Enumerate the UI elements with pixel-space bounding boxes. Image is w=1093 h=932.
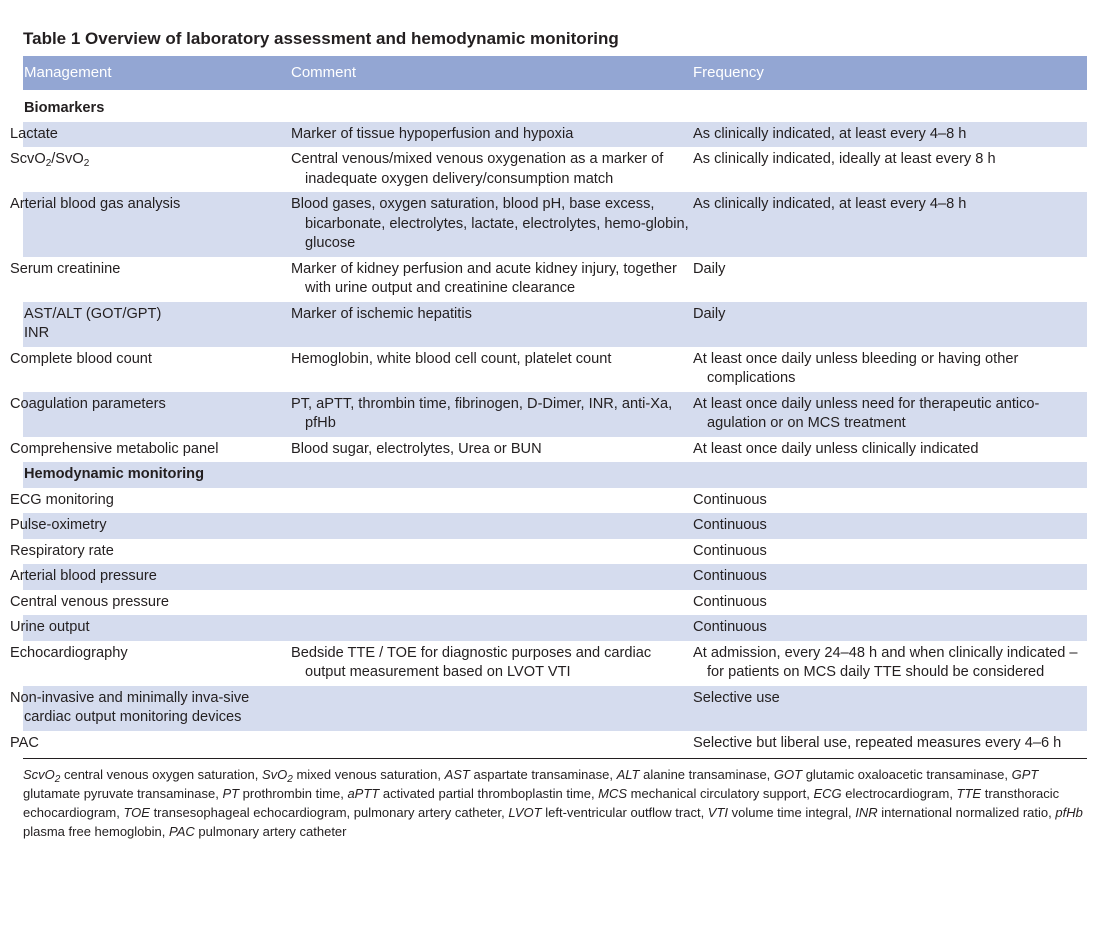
abbr [261, 767, 293, 785]
abbr: AST [444, 767, 470, 782]
header-comment: Comment [291, 56, 693, 90]
abbr-def: glutamate pyruvate transaminase, [23, 786, 223, 801]
table-row [23, 564, 1087, 590]
text-part: SvO [261, 767, 288, 782]
cell-management: Central venous pressure [10, 593, 169, 610]
cell-comment [291, 731, 693, 757]
cell-management: Serum creatinine [10, 260, 121, 277]
cell-line: INR [24, 325, 50, 341]
abbr: PAC [168, 824, 195, 839]
table-row [23, 488, 1087, 514]
cell-comment [291, 488, 693, 514]
cell-comment: Marker of tissue hypoperfusion and hypoxia [291, 122, 693, 148]
abbr-def: plasma free hemoglobin, [23, 824, 169, 839]
cell-management: Comprehensive metabolic panel [10, 440, 219, 457]
cell-management: PAC [10, 734, 39, 751]
abbr: INR [855, 805, 878, 820]
subscript: 2 [83, 158, 90, 169]
table-row [23, 347, 1087, 392]
abbr: GPT [1011, 767, 1039, 782]
abbr: ECG [813, 786, 842, 801]
cell-frequency: Daily [693, 260, 726, 277]
abbr: TTE [956, 786, 982, 801]
table-row [23, 686, 1087, 731]
cell-frequency: Continuous [693, 542, 767, 559]
cell-frequency: Continuous [693, 564, 1087, 590]
abbr-def: volume time integral, [728, 805, 856, 820]
table-row [23, 302, 1087, 347]
cell-line: AST/ALT (GOT/GPT) [24, 305, 162, 322]
subscript: 2 [45, 158, 52, 169]
abbr-def: electrocardiogram, [841, 786, 957, 801]
cell-frequency: Continuous [693, 491, 767, 508]
cell-comment [291, 513, 693, 539]
data-table [10, 56, 1087, 756]
abbr-def: transthoracic echocardiogram, [23, 786, 1060, 820]
cell-frequency: Daily [693, 302, 1087, 347]
cell-frequency: Selective use [693, 686, 1087, 731]
table-row [23, 192, 1087, 257]
abbr-def: pulmonary artery catheter [194, 824, 347, 839]
header-frequency: Frequency [693, 56, 1087, 90]
table-title: Table 1 Overview of laboratory assessment and hemodynamic monitoring [23, 29, 619, 48]
table-figure [10, 26, 1087, 841]
header-row [23, 56, 1087, 90]
cell-management: Non-invasive and minimally inva-sive cardiac output monitoring devices [23, 686, 291, 731]
cell-management: Urine output [23, 615, 291, 641]
table-row [23, 731, 1087, 757]
footnote [23, 759, 1087, 841]
table-row [23, 392, 1087, 437]
cell-management: Lactate [23, 122, 291, 148]
cell-comment [291, 564, 693, 590]
cell-comment: Blood sugar, electrolytes, Urea or BUN [291, 440, 542, 457]
table-row [23, 122, 1087, 148]
cell-frequency: Selective but liberal use, repeated measures every 4–6 h [693, 734, 1062, 751]
cell-comment [291, 615, 693, 641]
cell-frequency: At admission, every 24–48 h and when clinically indicated – for patients on MCS daily TTE should be considered [693, 644, 1078, 680]
table-row [23, 615, 1087, 641]
section-label: Biomarkers [24, 100, 105, 116]
cell-frequency: At least once daily unless clinically indicated [693, 440, 979, 457]
cell-frequency: Continuous [693, 593, 767, 610]
abbr-def: aspartate transaminase, [469, 767, 617, 782]
cell-frequency: As clinically indicated, at least every 4–8 h [693, 122, 1087, 148]
abbr [23, 767, 61, 785]
text-part: /SvO [51, 151, 84, 167]
cell-management: Arterial blood gas analysis [23, 192, 291, 257]
table-row [23, 437, 1087, 463]
section-label: Hemodynamic monitoring [23, 462, 1087, 488]
abbr-def: alanine transaminase, [639, 767, 774, 782]
abbr: VTI [707, 805, 729, 820]
abbr: pfHb [1055, 805, 1083, 820]
abbr-def: prothrombin time, [239, 786, 348, 801]
table-row [23, 257, 1087, 302]
abbr: PT [222, 786, 240, 801]
text-part: ScvO [10, 151, 46, 167]
cell-frequency: As clinically indicated, at least every 4–8 h [693, 192, 1087, 257]
table-row [23, 641, 1087, 686]
abbr: ALT [616, 767, 640, 782]
table-row [23, 590, 1087, 616]
cell-frequency: Continuous [693, 513, 1087, 539]
cell-comment: Blood gases, oxygen saturation, blood pH, base excess, bicarbonate, electrolytes, lactate, electrolytes, hemo-globin, glucose [291, 192, 693, 257]
abbr-def: left-ventricular outflow tract, [541, 805, 708, 820]
cell-comment [291, 539, 693, 565]
cell-frequency: At least once daily unless need for therapeutic antico-agulation or on MCS treatment [693, 392, 1087, 437]
cell-frequency: At least once daily unless bleeding or having other complications [693, 350, 1019, 386]
cell-comment [291, 686, 693, 731]
subscript: 2 [54, 774, 61, 785]
cell-management: Complete blood count [10, 350, 152, 367]
cell-management: Arterial blood pressure [23, 564, 291, 590]
abbr: GOT [773, 767, 803, 782]
cell-frequency: As clinically indicated, ideally at least every 8 h [693, 151, 996, 167]
cell-comment: Central venous/mixed venous oxygenation as a marker of inadequate oxygen delivery/consumption match [291, 151, 664, 187]
abbr-def: activated partial thromboplastin time, [379, 786, 599, 801]
table-row [23, 513, 1087, 539]
subscript: 2 [287, 774, 293, 785]
cell-comment: PT, aPTT, thrombin time, fibrinogen, D-Dimer, INR, anti-Xa, pfHb [291, 392, 693, 437]
cell-comment: Bedside TTE / TOE for diagnostic purposes and cardiac output measurement based on LVOT VTI [291, 644, 652, 680]
cell-management: Pulse-oximetry [23, 513, 291, 539]
table-row [23, 147, 1087, 192]
abbr: aPTT [347, 786, 380, 801]
cell-comment: Hemoglobin, white blood cell count, platelet count [291, 350, 612, 367]
cell-management [10, 147, 291, 192]
cell-management: Echocardiography [10, 644, 128, 661]
section-row-biomarkers [23, 90, 1087, 122]
cell-management: Coagulation parameters [23, 392, 291, 437]
cell-comment [291, 590, 693, 616]
abbr-def: international normalized ratio, [877, 805, 1056, 820]
abbr-def: mixed venous saturation, [292, 767, 445, 782]
cell-management: ECG monitoring [10, 491, 114, 508]
section-row-hemodynamic [23, 462, 1087, 488]
abbr: MCS [598, 786, 628, 801]
abbr: LVOT [508, 805, 542, 820]
abbr-def: glutamic oxaloacetic transaminase, [802, 767, 1012, 782]
cell-management [23, 302, 291, 347]
text-part: ScvO [23, 767, 55, 782]
table-row [23, 539, 1087, 565]
abbr: TOE [123, 805, 150, 820]
abbr-def: transesophageal echocardiogram, pulmonary artery catheter, [149, 805, 509, 820]
cell-frequency: Continuous [693, 615, 1087, 641]
cell-comment: Marker of kidney perfusion and acute kidney injury, together with urine output and creatinine clearance [291, 260, 677, 296]
cell-comment: Marker of ischemic hepatitis [291, 302, 693, 347]
abbr-def: mechanical circulatory support, [627, 786, 814, 801]
header-management: Management [23, 56, 291, 90]
cell-management: Respiratory rate [10, 542, 114, 559]
abbr-def: central venous oxygen saturation, [60, 767, 262, 782]
